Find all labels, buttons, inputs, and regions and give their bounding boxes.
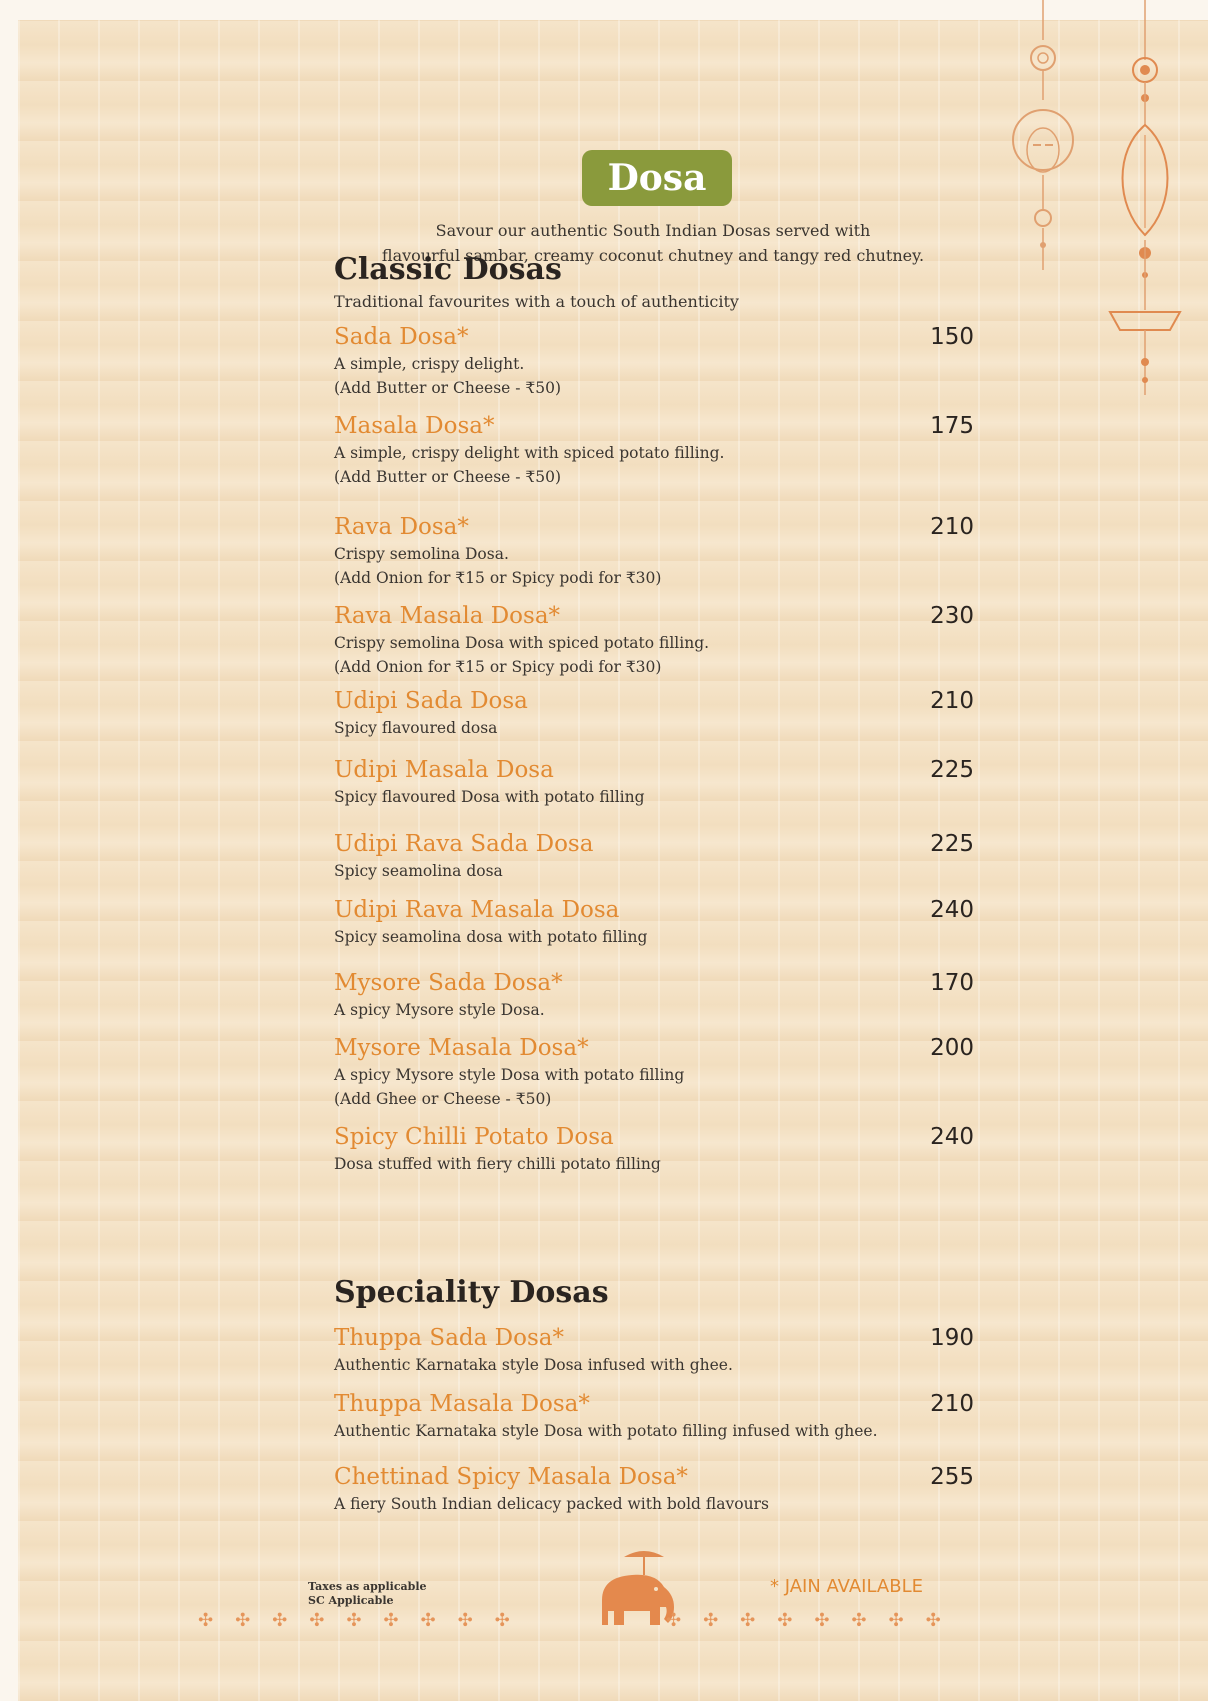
item-desc: Authentic Karnataka style Dosa infused with ghee.: [334, 1356, 733, 1374]
item-desc: A spicy Mysore style Dosa with potato filling: [334, 1066, 685, 1084]
menu-item: [334, 1033, 974, 1111]
item-price: 255: [930, 1464, 974, 1490]
item-desc: A simple, crispy delight.: [334, 355, 525, 373]
item-desc: (Add Ghee or Cheese - ₹50): [334, 1090, 552, 1108]
item-name: Udipi Rava Masala Dosa: [334, 897, 620, 923]
item-name: Mysore Sada Dosa*: [334, 970, 563, 996]
item-desc: Spicy flavoured Dosa with potato filling: [334, 788, 645, 806]
decorative-border: ✣✣✣✣✣✣✣✣✣: [198, 1610, 532, 1631]
item-price: 170: [930, 970, 974, 996]
item-price: 210: [930, 1391, 974, 1417]
page-title: Dosa: [582, 150, 732, 206]
item-desc: A fiery South Indian delicacy packed with bold flavours: [334, 1495, 769, 1513]
item-name: Udipi Rava Sada Dosa: [334, 831, 594, 857]
menu-item: [334, 968, 974, 1022]
item-desc: Crispy semolina Dosa.: [334, 545, 509, 563]
item-name: Rava Dosa*: [334, 514, 469, 540]
item-price: 200: [930, 1035, 974, 1061]
intro-line: flavourful sambar, creamy coconut chutney and tangy red chutney.: [381, 246, 925, 265]
item-desc: (Add Butter or Cheese - ₹50): [334, 468, 562, 486]
section-title-speciality: Speciality Dosas: [334, 1275, 609, 1310]
item-desc: Spicy flavoured dosa: [334, 719, 498, 737]
sc-text: SC Applicable: [308, 1594, 394, 1607]
menu-item: [334, 1462, 974, 1516]
item-price: 190: [930, 1325, 974, 1351]
item-desc: Dosa stuffed with fiery chilli potato filling: [334, 1155, 661, 1173]
menu-item: [334, 686, 974, 740]
item-price: 240: [930, 897, 974, 923]
item-price: 225: [930, 831, 974, 857]
item-price: 225: [930, 757, 974, 783]
menu-item: [334, 1389, 974, 1443]
menu-item: [334, 829, 974, 883]
item-name: Chettinad Spicy Masala Dosa*: [334, 1464, 688, 1490]
item-price: 150: [930, 324, 974, 350]
item-price: 240: [930, 1124, 974, 1150]
item-price: 210: [930, 688, 974, 714]
menu-item: [334, 601, 974, 679]
item-name: Sada Dosa*: [334, 324, 469, 350]
item-desc: Spicy seamolina dosa with potato filling: [334, 928, 648, 946]
menu-item: [334, 411, 974, 489]
menu-item: [334, 322, 974, 400]
item-desc: (Add Onion for ₹15 or Spicy podi for ₹30): [334, 569, 662, 587]
item-desc: (Add Butter or Cheese - ₹50): [334, 379, 562, 397]
menu-page: [18, 20, 1208, 1701]
item-name: Thuppa Masala Dosa*: [334, 1391, 590, 1417]
menu-item: [334, 895, 974, 949]
section-title-classic: Classic Dosas: [334, 252, 562, 287]
item-name: Rava Masala Dosa*: [334, 603, 561, 629]
item-desc: (Add Onion for ₹15 or Spicy podi for ₹30): [334, 658, 662, 676]
leaf-lamp-ornament: [1100, 0, 1190, 400]
item-price: 230: [930, 603, 974, 629]
tax-note: [308, 1580, 427, 1608]
kathakali-face-ornament: [1008, 0, 1078, 290]
item-desc: A spicy Mysore style Dosa.: [334, 1001, 545, 1019]
item-desc: Authentic Karnataka style Dosa with potato filling infused with ghee.: [334, 1422, 878, 1440]
item-name: Spicy Chilli Potato Dosa: [334, 1124, 614, 1150]
item-price: 175: [930, 413, 974, 439]
section-subtitle-classic: Traditional favourites with a touch of authenticity: [334, 292, 739, 311]
intro-line: Savour our authentic South Indian Dosas served with: [435, 221, 871, 240]
taxes-text: Taxes as applicable: [308, 1580, 427, 1593]
menu-item: [334, 755, 974, 809]
item-name: Udipi Sada Dosa: [334, 688, 528, 714]
jain-available-note: * JAIN AVAILABLE: [770, 1576, 923, 1597]
item-name: Udipi Masala Dosa: [334, 757, 554, 783]
item-name: Mysore Masala Dosa*: [334, 1035, 589, 1061]
item-desc: A simple, crispy delight with spiced potato filling.: [334, 444, 725, 462]
menu-item: [334, 1323, 974, 1377]
decorative-border: ✣✣✣✣✣✣✣✣: [666, 1610, 963, 1631]
item-desc: Spicy seamolina dosa: [334, 862, 503, 880]
item-price: 210: [930, 514, 974, 540]
item-name: Masala Dosa*: [334, 413, 495, 439]
item-desc: Crispy semolina Dosa with spiced potato filling.: [334, 634, 710, 652]
menu-item: [334, 512, 974, 590]
menu-item: [334, 1122, 974, 1176]
item-name: Thuppa Sada Dosa*: [334, 1325, 564, 1351]
